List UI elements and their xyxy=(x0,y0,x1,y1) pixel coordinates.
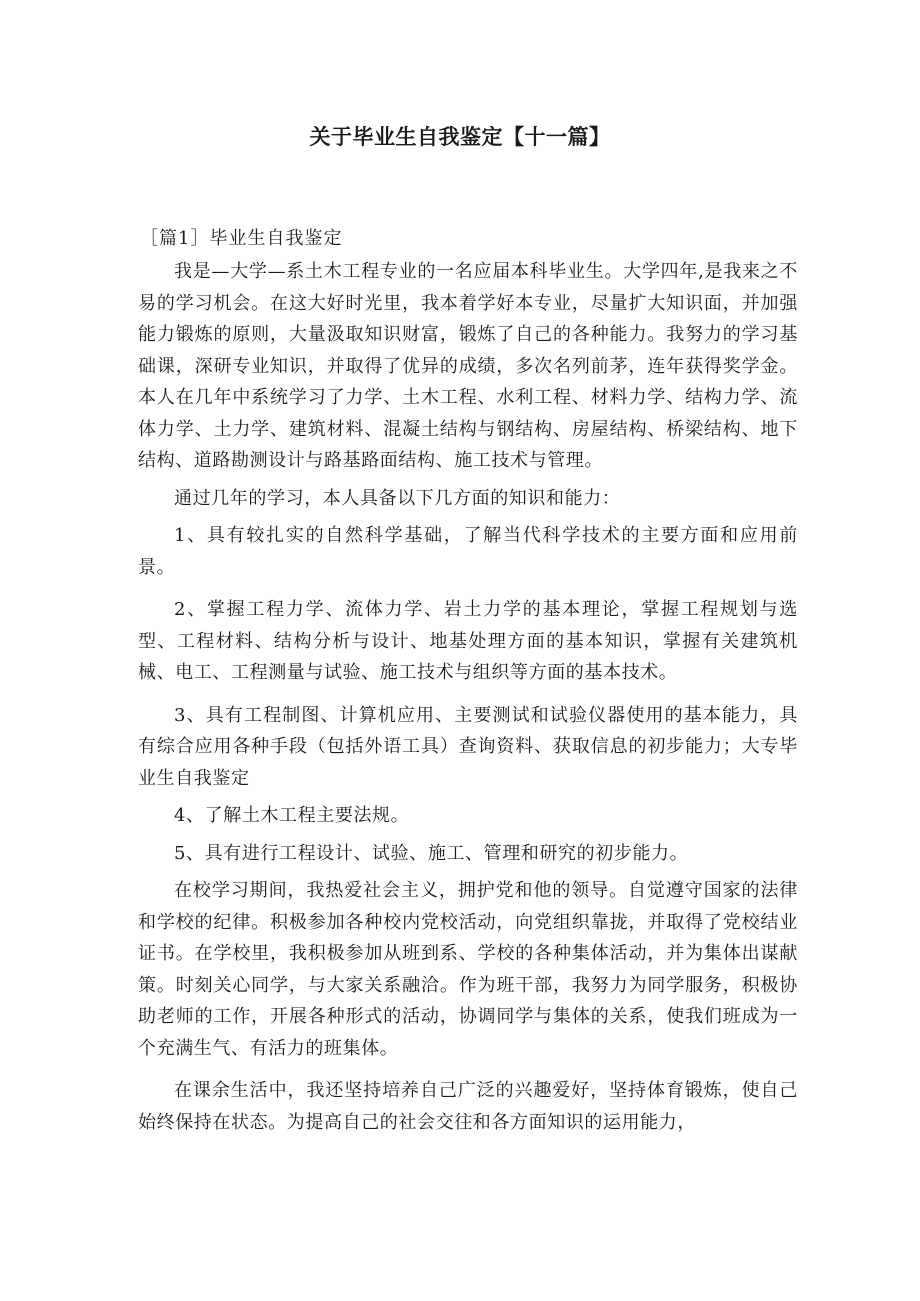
section-heading: ［篇1］毕业生自我鉴定 xyxy=(140,228,343,249)
paragraph-extracurricular: 在课余生活中，我还坚持培养自己广泛的兴趣爱好，坚持体育锻炼，使自己始终保持在状态。为提高自己的社会交往和各方面知识的运用能力， xyxy=(138,1080,798,1133)
document-body xyxy=(138,256,798,1138)
paragraph-ability-1: 1、具有较扎实的自然科学基础，了解当代科学技术的主要方面和应用前景。 xyxy=(138,525,798,578)
paragraph-campus-life: 在校学习期间，我热爱社会主义，拥护党和他的领导。自觉遵守国家的法律和学校的纪律。积极参加各种校内党校活动，向党组织靠拢，并取得了党校结业证书。在学校里，我积极参加从班到系、学校的各种集体活动，并为集体出谋献策。时刻关心同学，与大家关系融洽。作为班干部，我努力为同学服务，积极协助老师的工作，开展各种形式的活动，协调同学与集体的关系，使我们班成为一个充满生气、有活力的班集体。 xyxy=(138,880,798,1059)
paragraph-ability-4: 4、了解土木工程主要法规。 xyxy=(174,805,410,826)
paragraph-ability-5: 5、具有进行工程设计、试验、施工、管理和研究的初步能力。 xyxy=(174,842,689,864)
paragraph-abilities-lead: 通过几年的学习，本人具备以下几方面的知识和能力： xyxy=(174,487,621,509)
paragraph-ability-3: 3、具有工程制图、计算机应用、主要测试和试验仪器使用的基本能力，具有综合应用各种手段（包括外语工具）查询资料、获取信息的初步能力；大专毕业生自我鉴定 xyxy=(138,704,798,789)
document-title: 关于毕业生自我鉴定【十一篇】 xyxy=(309,125,611,149)
paragraph-ability-2: 2、掌握工程力学、流体力学、岩土力学的基本理论，掌握工程规划与选型、工程材料、结构分析与设计、地基处理方面的基本知识，掌握有关建筑机械、电工、工程测量与试验、施工技术与组织等方面的基本技术。 xyxy=(138,599,798,683)
paragraph-intro: 我是—大学—系土木工程专业的一名应届本科毕业生。大学四年,是我来之不易的学习机会。在这大好时光里，我本着学好本专业，尽量扩大知识面，并加强能力锻炼的原则，大量汲取知识财富，锻炼了自己的各种能力。我努力的学习基础课，深研专业知识，并取得了优异的成绩，多次名列前茅，连年获得奖学金。本人在几年中系统学习了力学、土木工程、水利工程、材料力学、结构力学、流体力学、土力学、建筑材料、混凝土结构与钢结构、房屋结构、桥梁结构、地下结构、道路勘测设计与路基路面结构、施工技术与管理。 xyxy=(138,261,798,471)
